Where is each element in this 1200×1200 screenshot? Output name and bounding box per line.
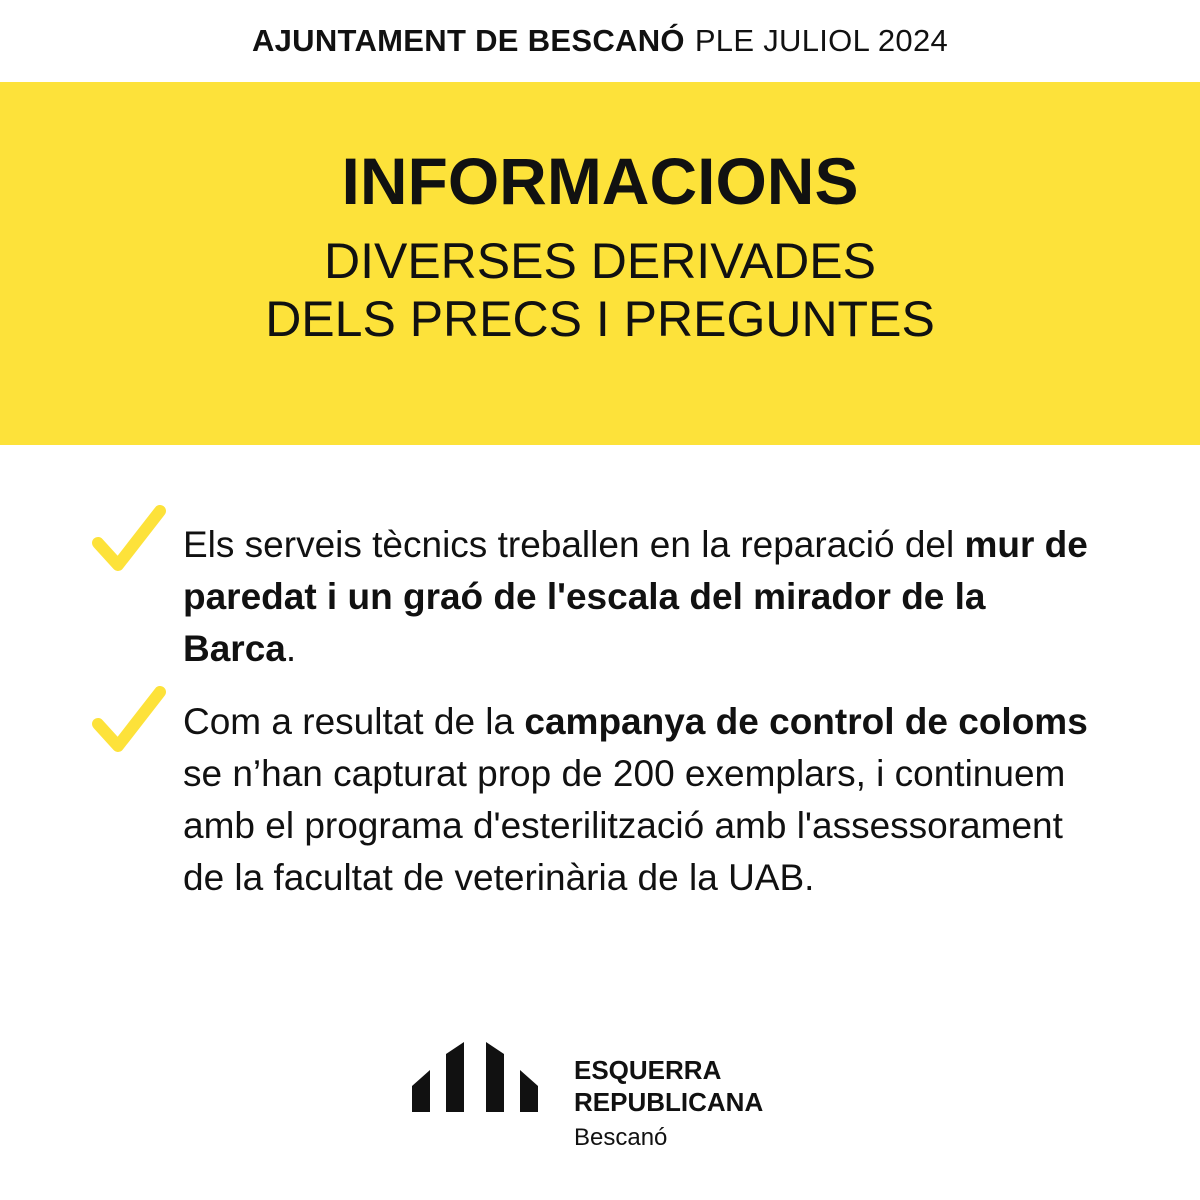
list-item-text-part: se n’han capturat prop de 200 exemplars, i continuem amb el programa d'esterilització amb l'assessorament de la facultat de veterinària de la UAB. (183, 753, 1066, 898)
list-item-text (183, 519, 1103, 675)
header-bar (0, 0, 1200, 82)
title-banner (0, 82, 1200, 445)
party-name-line2: REPUBLICANA (574, 1087, 764, 1117)
header-event: PLE JULIOL 2024 (694, 23, 949, 58)
checkmark-icon (92, 505, 166, 575)
party-town: Bescanó (574, 1124, 668, 1151)
list-item-text-part: Els serveis tècnics treballen en la reparació del (183, 524, 965, 565)
list-item-text-bold: campanya de control de coloms (524, 701, 1088, 742)
checkmark-icon (92, 686, 166, 756)
list-item-text-part: Com a resultat de la (183, 701, 525, 742)
party-logo (410, 1040, 810, 1160)
banner-title: INFORMACIONS (341, 144, 859, 218)
esquerra-republicana-logo-icon (410, 1040, 542, 1112)
header-organization: AJUNTAMENT DE BESCANÓ (251, 23, 685, 58)
party-name (574, 1054, 763, 1118)
list-item-text-bold: mur de paredat i un graó de l'escala del mirador de la Barca (183, 524, 1088, 669)
party-name-line1: ESQUERRA (574, 1055, 722, 1085)
banner-subtitle (0, 232, 1200, 348)
banner-subtitle-line2: DELS PRECS I PREGUNTES (265, 291, 935, 347)
banner-subtitle-line1: DIVERSES DERIVADES (323, 233, 876, 289)
list-item-text-part: . (285, 628, 297, 669)
list-item-text (183, 696, 1103, 904)
